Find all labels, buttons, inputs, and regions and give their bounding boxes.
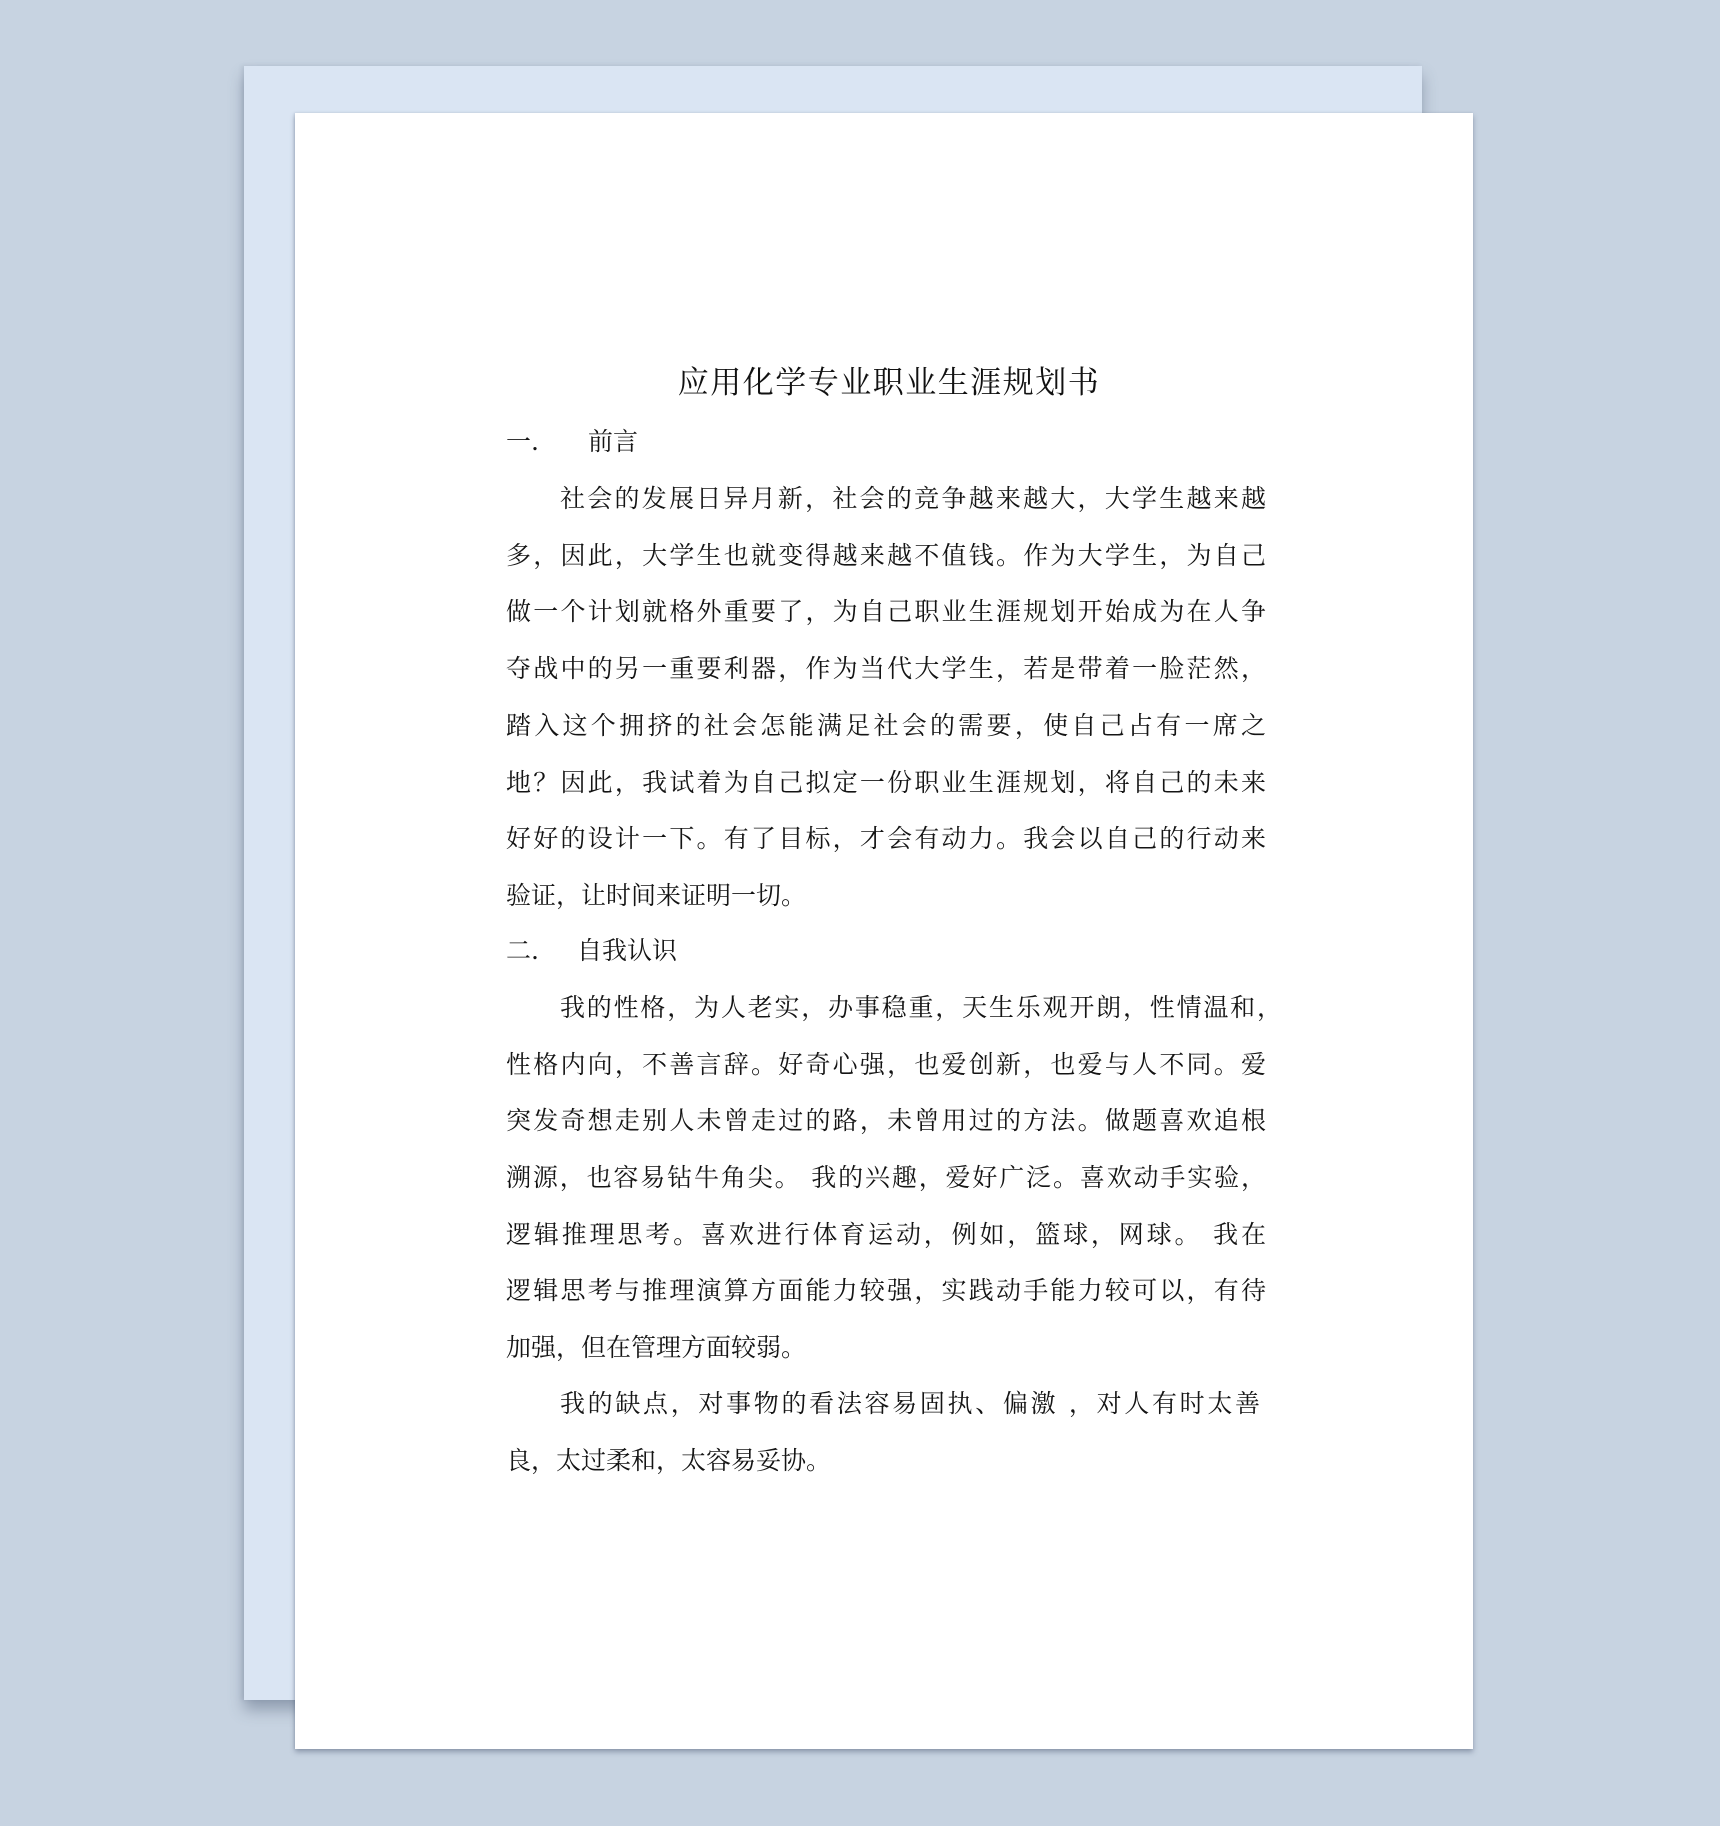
section-heading-2 [506, 933, 678, 969]
section-title: 自我认识 [577, 936, 678, 965]
document-page [295, 113, 1473, 1749]
paragraph-line: 多，因此，大学生也就变得越来越不值钱。作为大学生，为自己 [506, 541, 1266, 570]
paragraph-line: 良，太过柔和，太容易妥协。 [506, 1446, 832, 1475]
paragraph-line: 做一个计划就格外重要了，为自己职业生涯规划开始成为在人争 [506, 597, 1266, 626]
paragraph-line: 加强，但在管理方面较弱。 [506, 1333, 807, 1362]
paragraph-line: 我的性格，为人老实，办事稳重，天生乐观开朗，性情温和， [560, 993, 1282, 1022]
section-title: 前言 [588, 427, 639, 456]
paragraph-line: 溯源，也容易钻牛角尖。 我的兴趣，爱好广泛。喜欢动手实验， [506, 1163, 1266, 1192]
section-number: 一. [506, 427, 539, 456]
paragraph-line: 地？因此，我试着为自己拟定一份职业生涯规划，将自己的未来 [506, 768, 1266, 797]
paragraph-line: 突发奇想走别人未曾走过的路，未曾用过的方法。做题喜欢追根 [506, 1106, 1266, 1135]
paragraph-line: 我的缺点，对事物的看法容易固执、偏激 ，对人有时太善 [560, 1389, 1260, 1418]
paragraph-line: 逻辑推理思考。喜欢进行体育运动，例如，篮球，网球。 我在 [506, 1220, 1266, 1249]
paragraph-line: 性格内向，不善言辞。好奇心强，也爱创新，也爱与人不同。爱 [506, 1050, 1266, 1079]
document-title: 应用化学专业职业生涯规划书 [677, 365, 1101, 401]
paragraph-line: 夺战中的另一重要利器，作为当代大学生，若是带着一脸茫然， [506, 654, 1266, 683]
paragraph-line: 社会的发展日异月新，社会的竞争越来越大，大学生越来越 [560, 484, 1266, 513]
section-number: 二. [506, 936, 539, 965]
paragraph-line: 好好的设计一下。有了目标，才会有动力。我会以自己的行动来 [506, 824, 1266, 853]
section-heading-1 [506, 424, 639, 460]
paragraph-line: 验证，让时间来证明一切。 [506, 881, 807, 910]
paragraph-line: 逻辑思考与推理演算方面能力较强，实践动手能力较可以，有待 [506, 1276, 1266, 1305]
paragraph-line: 踏入这个拥挤的社会怎能满足社会的需要，使自己占有一席之 [506, 711, 1266, 740]
